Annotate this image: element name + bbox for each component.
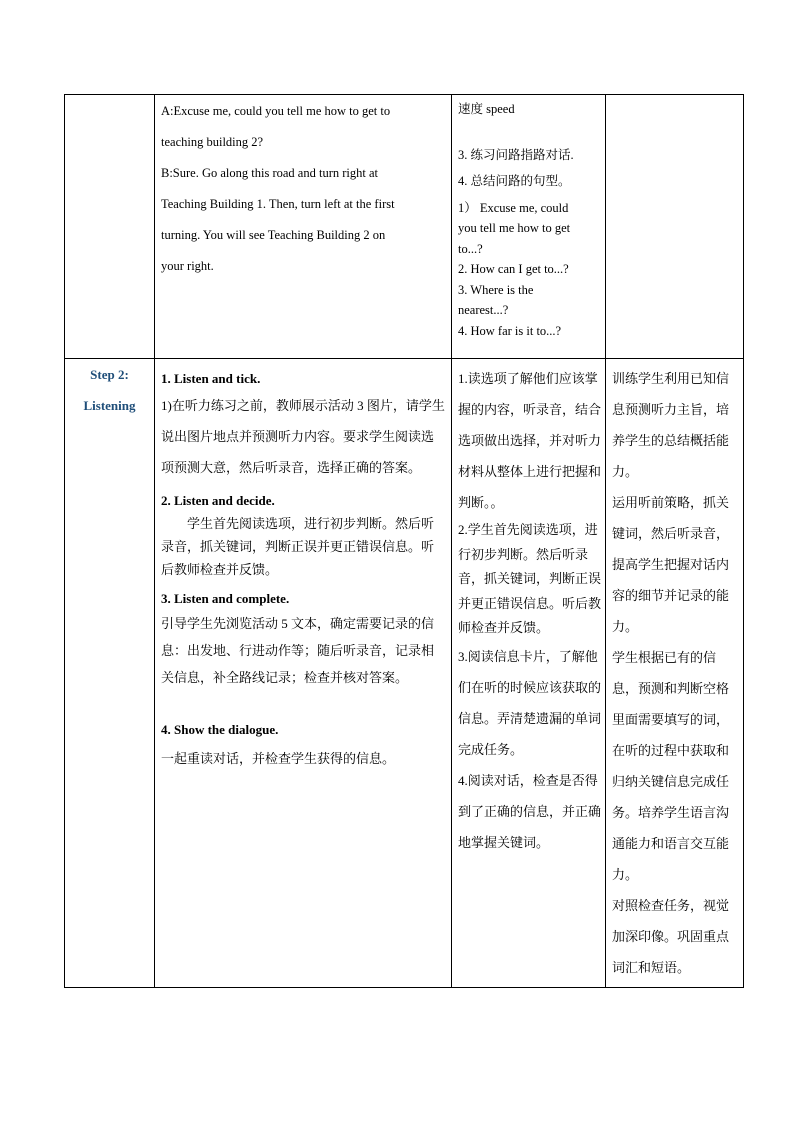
note-line: 4. How far is it to...? bbox=[458, 323, 562, 338]
dialogue-line: your right. bbox=[161, 259, 214, 273]
step-title: Step 2: bbox=[90, 367, 129, 382]
note-line: you tell me how to get bbox=[458, 221, 571, 235]
activity-cell bbox=[155, 359, 452, 988]
student-activity-text: 3.阅读信息卡片，了解他们在听的时候应该获取的信息。弄清楚遗漏的单词完成任务。 bbox=[458, 648, 602, 757]
student-activity-text: 2.学生首先阅读选项，进行初步判断。然后听录音，抓关键词，判断正误并更正错误信息。听后教师检查并反馈。 bbox=[458, 522, 602, 635]
purpose-cell-empty bbox=[606, 95, 744, 359]
activity-heading: 3. Listen and complete. bbox=[161, 591, 290, 606]
step-cell-empty bbox=[65, 95, 155, 359]
purpose-text: 训练学生利用已知信息预测听力主旨，培养学生的总结概括能力。 bbox=[612, 371, 730, 479]
note-line: nearest...? bbox=[458, 303, 509, 317]
step-cell bbox=[65, 359, 155, 988]
note-spacer bbox=[458, 120, 600, 145]
step-subtitle: Listening bbox=[83, 398, 136, 413]
note-line: 1） Excuse me, could bbox=[458, 200, 569, 215]
note-line: 2. How can I get to...? bbox=[458, 262, 569, 276]
activity-heading: 1. Listen and tick. bbox=[161, 371, 261, 386]
purpose-text: 对照检查任务，视觉加深印像。巩固重点词汇和短语。 bbox=[612, 898, 730, 975]
note-line: 速度 speed bbox=[458, 102, 515, 116]
spacer bbox=[161, 691, 445, 712]
student-activity-text: 1.读选项了解他们应该掌握的内容，听录音，结合选项做出选择，并对听力材料从整体上进行把握和判断。。 bbox=[458, 371, 602, 510]
dialogue-line: B:Sure. Go along this road and turn right at bbox=[161, 166, 378, 180]
purpose-text: 学生根据已有的信息，预测和判断空格里面需要填写的词，在听的过程中获取和归纳关键信息完成任务。培养学生语言沟通能力和语言交互能力。 bbox=[612, 650, 730, 882]
table-row bbox=[65, 95, 744, 359]
activity-heading: 2. Listen and decide. bbox=[161, 493, 275, 508]
dialogue-line: teaching building 2? bbox=[161, 135, 264, 149]
student-activity-cell bbox=[452, 359, 606, 988]
note-line: 3. Where is the bbox=[458, 282, 534, 297]
note-line: to...? bbox=[458, 241, 483, 256]
lesson-plan-table bbox=[64, 94, 744, 988]
note-line: 4. 总结问路的句型。 bbox=[458, 174, 571, 188]
dialogue-line: A:Excuse me, could you tell me how to get to bbox=[161, 104, 391, 118]
dialogue-cell bbox=[155, 95, 452, 359]
purpose-cell bbox=[606, 359, 744, 988]
activity-text: 学生首先阅读选项，进行初步判断。然后听录音，抓关键词，判断正误并更正错误信息。听后教师检查并反馈。 bbox=[161, 516, 435, 577]
student-activity-text: 4.阅读对话，检查是否得到了正确的信息，并正确地掌握关键词。 bbox=[458, 772, 602, 850]
purpose-text: 运用听前策略，抓关键词，然后听录音，提高学生把握对话内容的细节并记录的能力。 bbox=[612, 495, 730, 634]
table-row bbox=[65, 359, 744, 988]
dialogue-line: Teaching Building 1. Then, turn left at the first bbox=[161, 197, 395, 211]
activity-text: 1)在听力练习之前，教师展示活动 3 图片，请学生说出图片地点并预测听力内容。要求学生阅读选项预测大意，然后听录音，选择正确的答案。 bbox=[161, 398, 445, 475]
activity-heading: 4. Show the dialogue. bbox=[161, 722, 279, 737]
activity-text: 一起重读对话，并检查学生获得的信息。 bbox=[161, 751, 396, 766]
notes-cell bbox=[452, 95, 606, 359]
dialogue-line: turning. You will see Teaching Building 2 on bbox=[161, 228, 386, 242]
note-line: 3. 练习问路指路对话. bbox=[458, 147, 574, 162]
activity-text: 引导学生先浏览活动 5 文本，确定需要记录的信息：出发地、行进动作等；随后听录音，记录相关信息，补全路线记录；检查并核对答案。 bbox=[161, 616, 435, 685]
